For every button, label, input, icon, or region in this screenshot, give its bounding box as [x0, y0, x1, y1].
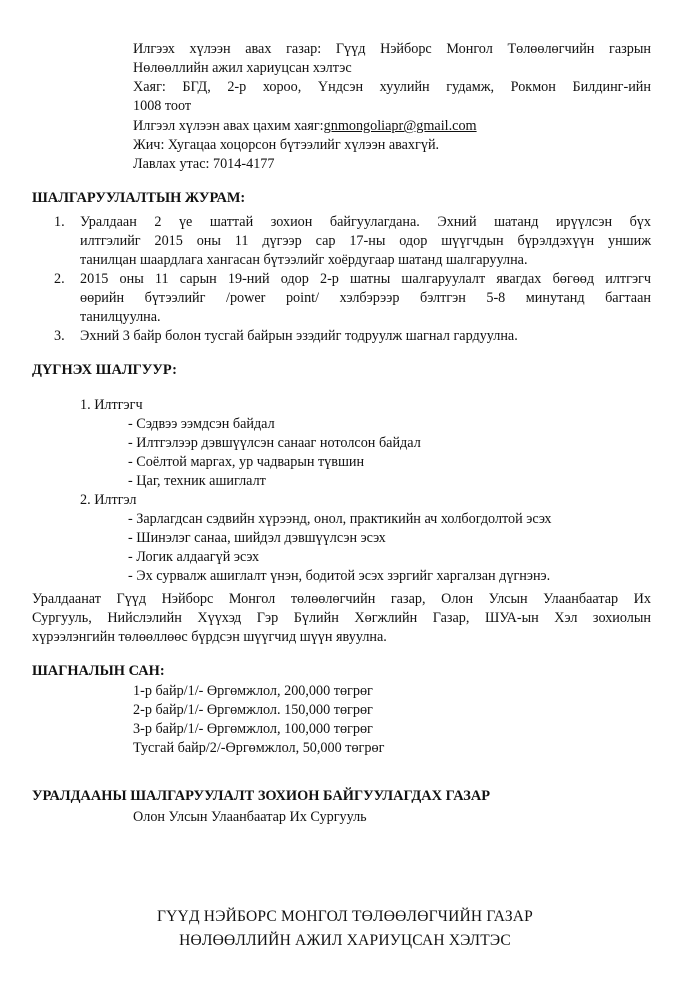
- phone-line: Лавлах утас: 7014-4177: [133, 156, 275, 172]
- address-line: Хаяг: БГД, 2-р хороо, Үндсэн хуулийн гудамж, Рокмон Билдинг-ийн: [133, 79, 651, 95]
- procedure-heading: ШАЛГАРУУЛАЛТЫН ЖУРАМ:: [32, 190, 246, 206]
- footer-organization: ГҮҮД НЭЙБОРС МОНГОЛ ТӨЛӨӨЛӨГЧИЙН ГАЗАР: [157, 908, 533, 925]
- address-room-line: 1008 тоот: [133, 98, 192, 114]
- criteria-heading: ДҮГНЭХ ШАЛГУУР:: [32, 362, 177, 378]
- criteria-group-2-item: - Логик алдаагүй эсэх: [128, 549, 260, 565]
- procedure-item-1-line-3: танилцан шаардлага хангасан бүтээлийг хоёрдугаар шатанд шалгаруулна.: [80, 252, 528, 268]
- procedure-item-2-line-1: 2015 оны 11 сарын 19-ний одор 2-р шатны шалгаруулалт явагдах бөгөөд илтгэгч: [80, 271, 651, 287]
- procedure-item-1-number: 1.: [54, 214, 65, 230]
- criteria-group-1-item: - Соёлтой маргах, ур чадварын түвшин: [128, 454, 365, 470]
- criteria-group-1-item: - Сэдвээ ээмдсэн байдал: [128, 416, 275, 432]
- criteria-group-2-item: - Эх сурвалж ашиглалт үнэн, бодитой эсэх зэргийг харгалзан дүгнэнэ.: [128, 568, 551, 584]
- award-item: 3-р байр/1/- Өргөмжлол, 100,000 төгрөг: [133, 721, 373, 737]
- award-item: 2-р байр/1/- Өргөмжлол. 150,000 төгрөг: [133, 702, 373, 718]
- procedure-item-2-line-3: танилцуулна.: [80, 309, 161, 325]
- criteria-group-2-item: - Шинэлэг санаа, шийдэл дэвшүүлсэн эсэх: [128, 530, 386, 546]
- jury-paragraph-line-2: Сургууль, Нийслэлийн Хүүхэд Гэр Бүлийн Хөгжлийн Газар, ШУА-ын Хэл зохиолын: [32, 610, 651, 626]
- procedure-item-1-line-1: Уралдаан 2 үе шаттай зохион байгуулагдана. Эхний шатанд ирүүлсэн бүх: [80, 214, 651, 230]
- criteria-group-1-item: - Цаг, техник ашиглалт: [128, 473, 266, 489]
- recipient-line: Илгээх хүлээн авах газар: Гүүд Нэйборс Монгол Төлөөлөгчийн газрын: [133, 41, 651, 57]
- procedure-item-1-line-2: илтгэлийг 2015 оны 11 дүгээр сар 17-ны одор шүүгчдын бүрэлдэхүүн уншиж: [80, 233, 651, 249]
- jury-paragraph-line-3: хүрээлэнгийн төлөөллөөс бүрдсэн шүүгчид шүүн явуулна.: [32, 629, 387, 645]
- criteria-group-2-item: - Зарлагдсан сэдвийн хүрээнд, онол, практикийн ач холбогдолтой эсэх: [128, 511, 552, 527]
- email-line: [133, 117, 477, 135]
- criteria-group-1-title: 1. Илтгэгч: [80, 397, 143, 413]
- criteria-group-2-title: 2. Илтгэл: [80, 492, 137, 508]
- jury-paragraph-line-1: Уралдаанат Гүүд Нэйборс Монгол төлөөлөгчийн газар, Олон Улсын Улаанбаатар Их: [32, 591, 651, 607]
- department-line: Нөлөөллийн ажил хариуцсан хэлтэс: [133, 60, 352, 76]
- awards-heading: ШАГНАЛЫН САН:: [32, 663, 165, 679]
- procedure-item-3-line-1: Эхний 3 байр болон тусгай байрын эзэдийг тодруулж шагнал гардуулна.: [80, 328, 518, 344]
- venue-heading: УРАЛДААНЫ ШАЛГАРУУЛАЛТ ЗОХИОН БАЙГУУЛАГДАХ ГАЗАР: [32, 788, 491, 804]
- award-item: Тусгай байр/2/-Өргөмжлол, 50,000 төгрөг: [133, 740, 385, 756]
- procedure-item-3-number: 3.: [54, 328, 65, 344]
- footer-department: НӨЛӨӨЛЛИЙН АЖИЛ ХАРИУЦСАН ХЭЛТЭС: [179, 932, 511, 949]
- venue-place: Олон Улсын Улаанбаатар Их Сургууль: [133, 809, 367, 825]
- note-line: Жич: Хугацаа хоцорсон бүтээлийг хүлээн авахгүй.: [133, 137, 440, 153]
- email-label: Илгээл хүлээн авах цахим хаяг:: [133, 118, 324, 134]
- email-link[interactable]: gnmongoliapr@gmail.com: [323, 118, 477, 134]
- procedure-item-2-line-2: өөрийн бүтээлийг /power point/ хэлбэрээр бэлтгэн 5-8 минутанд багтаан: [80, 290, 651, 306]
- procedure-item-2-number: 2.: [54, 271, 65, 287]
- award-item: 1-р байр/1/- Өргөмжлол, 200,000 төгрөг: [133, 683, 373, 699]
- criteria-group-1-item: - Илтгэлээр дэвшүүлсэн санааг нотолсон байдал: [128, 435, 421, 451]
